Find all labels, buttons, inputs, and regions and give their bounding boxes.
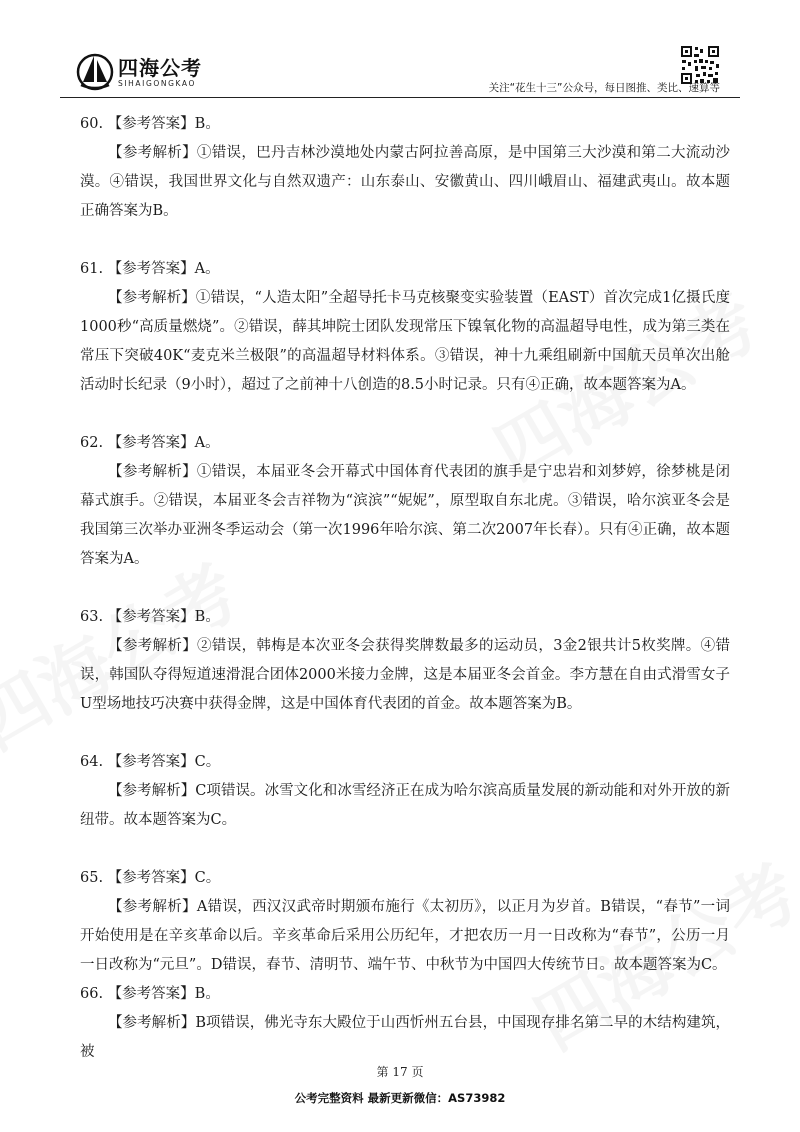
footer-promo-text: 公考完整资料 最新更新微信：AS73982 bbox=[294, 1091, 506, 1105]
explanation: 【参考解析】C项错误。冰雪文化和冰雪经济正在成为哈尔滨高质量发展的新动能和对外开放的新纽带。故本题答案为C。 bbox=[80, 783, 730, 828]
qr-code-icon bbox=[680, 45, 720, 85]
brand-name: 四海公考 bbox=[118, 56, 202, 80]
header-divider bbox=[60, 97, 740, 98]
answer-item-62 bbox=[80, 429, 730, 574]
answer-line: 64. 【参考答案】C。 bbox=[80, 754, 221, 770]
explanation: 【参考解析】①错误，巴丹吉林沙漠地处内蒙古阿拉善高原，是中国第三大沙漠和第二大流动沙漠。④错误，我国世界文化与自然双遗产：山东泰山、安徽黄山、四川峨眉山、福建武夷山。故本题正确答案为B。 bbox=[80, 145, 730, 219]
brand-logo bbox=[76, 50, 236, 94]
answer-line: 66. 【参考答案】B。 bbox=[80, 986, 220, 1002]
answer-line: 63. 【参考答案】B。 bbox=[80, 609, 220, 625]
explanation: 【参考解析】B项错误，佛光寺东大殿位于山西忻州五台县，中国现存排名第二早的木结构建筑，被 bbox=[80, 1015, 730, 1060]
answer-line: 60. 【参考答案】B。 bbox=[80, 116, 220, 132]
page-number: 第 17 页 bbox=[376, 1065, 424, 1079]
explanation: 【参考解析】①错误，“人造太阳”全超导托卡马克核聚变实验装置（EAST）首次完成1亿摄氏度1000秒“高质量燃烧”。②错误，薛其坤院士团队发现常压下镍氧化物的高温超导电性，成为第三类在常压下突破40K“麦克米兰极限”的高温超导材料体系。③错误，神十九乘组刷新中国航天员单次出舱活动时长纪录（9小时），超过了之前神十八创造的8.5小时记录。只有④正确，故本题答案为A。 bbox=[80, 290, 730, 393]
brand-subtitle: SIHAIGONGKAO bbox=[118, 79, 196, 88]
answer-item-66 bbox=[80, 980, 730, 1067]
sailboat-logo-icon bbox=[76, 50, 114, 94]
page-header bbox=[0, 0, 800, 108]
answer-item-65 bbox=[80, 864, 730, 980]
answer-item-64 bbox=[80, 748, 730, 835]
header-promo-text: 关注“花生十三”公众号，每日图推、类比、速算等 bbox=[488, 82, 720, 94]
answer-line: 62. 【参考答案】A。 bbox=[80, 435, 220, 451]
answer-item-61 bbox=[80, 255, 730, 400]
answer-line: 65. 【参考答案】C。 bbox=[80, 870, 221, 886]
answer-item-63 bbox=[80, 603, 730, 719]
answer-list bbox=[80, 110, 730, 1067]
explanation: 【参考解析】①错误，本届亚冬会开幕式中国体育代表团的旗手是宁忠岩和刘梦婷，徐梦桃是闭幕式旗手。②错误，本届亚冬会吉祥物为“滨滨”“妮妮”，原型取自东北虎。③错误，哈尔滨亚冬会是我国第三次举办亚洲冬季运动会（第一次1996年哈尔滨、第二次2007年长春）。只有④正确，故本题答案为A。 bbox=[80, 464, 730, 567]
explanation: 【参考解析】A错误，西汉汉武帝时期颁布施行《太初历》，以正月为岁首。B错误，“春节”一词开始使用是在辛亥革命以后。辛亥革命后采用公历纪年，才把农历一月一日改称为“春节”，公历一月一日改称为“元旦”。D错误，春节、清明节、端午节、中秋节为中国四大传统节日。故本题答案为C。 bbox=[80, 899, 730, 973]
explanation: 【参考解析】②错误，韩梅是本次亚冬会获得奖牌数最多的运动员，3金2银共计5枚奖牌。④错误，韩国队夺得短道速滑混合团体2000米接力金牌，这是本届亚冬会首金。李方慧在自由式滑雪女子U型场地技巧决赛中获得金牌，这是中国体育代表团的首金。故本题答案为B。 bbox=[80, 638, 730, 712]
answer-item-60 bbox=[80, 110, 730, 226]
answer-line: 61. 【参考答案】A。 bbox=[80, 261, 220, 277]
